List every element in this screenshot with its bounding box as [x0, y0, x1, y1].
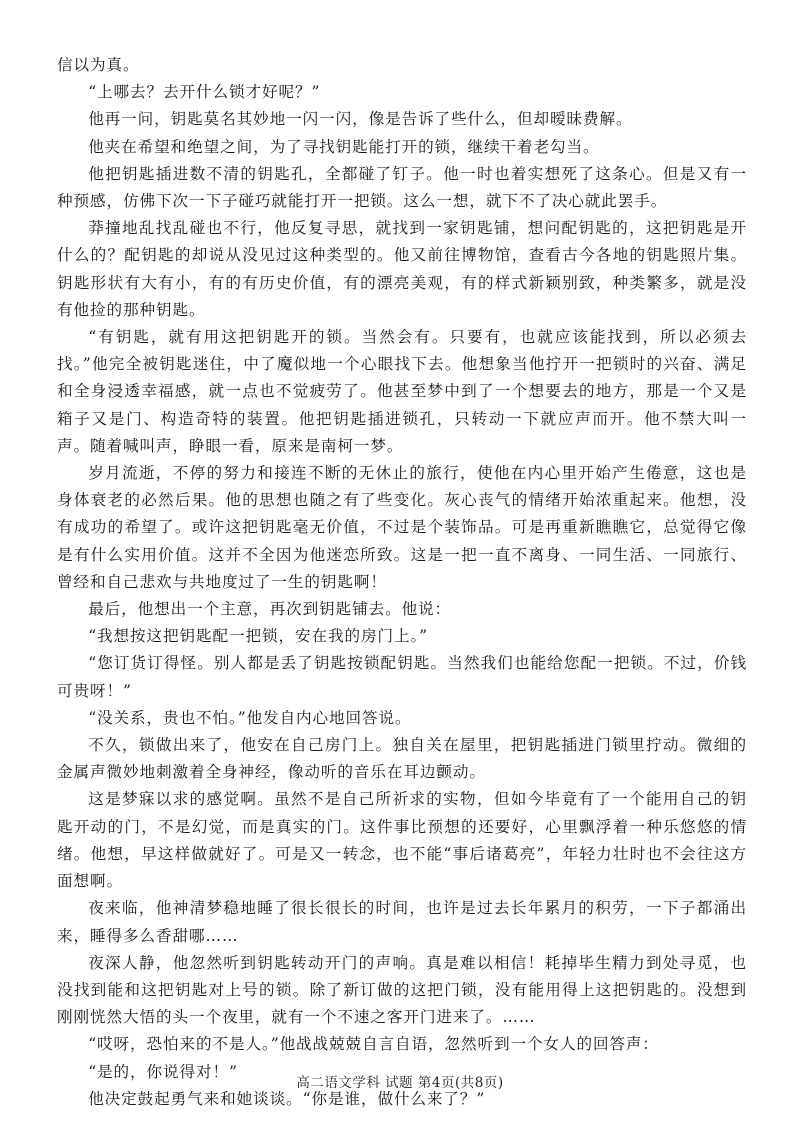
paragraph: “没关系，贵也不怕。”他发自内心地回答说。	[88, 708, 412, 727]
paragraph: “上哪去？去开什么锁才好呢？”	[88, 83, 321, 102]
article-body	[57, 52, 747, 1113]
paragraph: 他夹在希望和绝望之间，为了寻找钥匙能打开的锁，继续干着老勾当。	[88, 137, 600, 156]
paragraph: 莽撞地乱找乱碰也不行，他反复寻思，就找到一家钥匙铺，想问配钥匙的，这把钥匙是开什么的？配钥匙的却说从没见过这种类型的。他又前往博物馆，查看古今各地的钥匙照片集。钥匙形状有大有小，有的有历史价值，有的漂亮美观，有的样式新颖别致，种类繁多，就是没有他捡的那种钥匙。	[57, 219, 747, 319]
paragraph: 信以为真。	[57, 56, 140, 74]
paragraph: 他把钥匙插进数不清的钥匙孔，全都碰了钉子。他一时也着实想死了这条心。但是又有一种预感，仿佛下次一下子碰巧就能打开一把锁。这么一想，就下不了决心就此罢手。	[57, 164, 747, 211]
paragraph: 他决定鼓起勇气来和她谈谈。“你是谁，做什么来了？”	[88, 1089, 486, 1108]
paragraph: 最后，他想出一个主意，再次到钥匙铺去。他说：	[88, 600, 452, 619]
paragraph: “我想按这把钥匙配一把锁，安在我的房门上。”	[88, 627, 429, 646]
paragraph: 这是梦寐以求的感觉啊。虽然不是自己所祈求的实物，但如今毕竟有了一个能用自己的钥匙开动的门，不是幻觉，而是真实的门。这件事比预想的还要好，心里飘浮着一种乐悠悠的情绪。他想，早这样做就好了。可是又一转念，也不能“事后诸葛亮”，年轻力壮时也不会往这方面想啊。	[57, 790, 747, 891]
paragraph: 夜来临，他神清梦稳地睡了很长很长的时间，也许是过去长年累月的积劳，一下子都涌出来，睡得多么香甜哪……	[57, 899, 747, 945]
paragraph: “是的，你说得对！”	[88, 1062, 238, 1081]
paragraph: 岁月流逝，不停的努力和接连不断的无休止的旅行，使他在内心里开始产生倦意，这也是身体衰老的必然后果。他的思想也随之有了些变化。灰心丧气的情绪开始浓重起来。他想，没有成功的希望了。或许这把钥匙毫无价值，不过是个装饰品。可是再重新瞧瞧它，总觉得它像是有什么实用价值。这并不全因为他迷恋所致。这是一把一直不离身、一同生活、一同旅行、曾经和自己悲欢与共地度过了一生的钥匙啊！	[57, 464, 747, 591]
paragraph: 他再一问，钥匙莫名其妙地一闪一闪，像是告诉了些什么，但却暧昧费解。	[88, 110, 633, 129]
paragraph: “有钥匙，就有用这把钥匙开的锁。当然会有。只要有，也就应该能找到，所以必须去找。”他完全被钥匙迷住，中了魔似地一个心眼找下去。他想象当他拧开一把锁时的兴奋、满足和全身浸透幸福感，就一点也不觉疲劳了。他甚至梦中到了一个想要去的地方，那是一个又是箱子又是门、构造奇特的装置。他把钥匙插进锁孔，只转动一下就应声而开。他不禁大叫一声。随着喊叫声，睁眼一看，原来是南柯一梦。	[57, 328, 747, 455]
paragraph: “哎呀，恐怕来的不是人。”他战战兢兢自言自语，忽然听到一个女人的回答声：	[88, 1035, 659, 1054]
paragraph: 不久，锁做出来了，他安在自己房门上。独自关在屋里，把钥匙插进门锁里拧动。微细的金属声微妙地刺激着全身神经，像动听的音乐在耳边颤动。	[57, 736, 747, 782]
paragraph: “您订货订得怪。别人都是丢了钥匙按锁配钥匙。当然我们也能给您配一把锁。不过，价钱可贵呀！”	[57, 654, 747, 700]
page-footer: 高二语文学科 试题 第4页(共8页)	[296, 1075, 504, 1091]
paragraph: 夜深人静，他忽然听到钥匙转动开门的声响。真是难以相信！耗掉毕生精力到处寻觅，也没找到能和这把钥匙对上号的锁。除了新订做的这把门锁，没有能用得上这把钥匙的。没想到刚刚恍然大悟的头一个夜里，就有一个不速之客开门进来了。……	[57, 953, 747, 1027]
